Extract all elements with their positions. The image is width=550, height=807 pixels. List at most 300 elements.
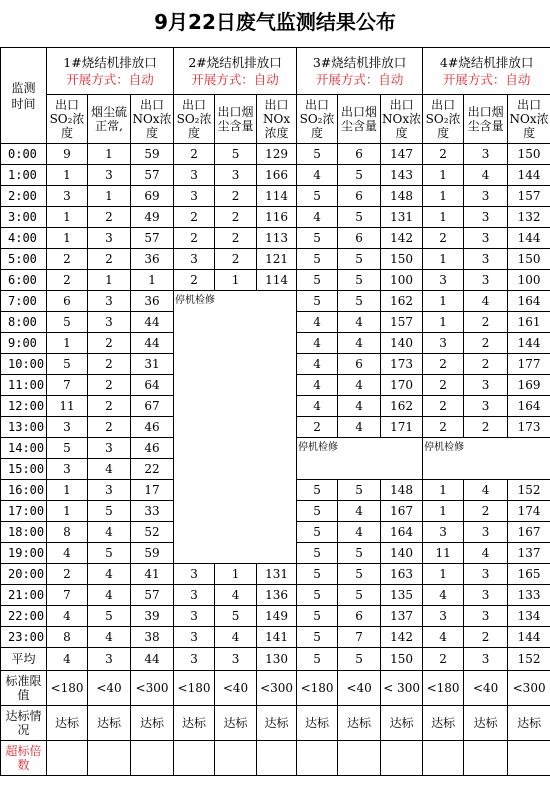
value-cell: 4: [464, 291, 508, 312]
time-cell: 17:00: [1, 501, 47, 522]
halt-cell: 停机检修: [174, 291, 297, 564]
ratio-label: 超标倍数: [1, 741, 47, 776]
value-cell: 147: [381, 144, 423, 165]
value-cell: 3: [47, 186, 88, 207]
value-cell: 5: [215, 606, 257, 627]
value-cell: 134: [508, 606, 550, 627]
table-row: [1, 564, 550, 585]
value-cell: 132: [508, 207, 550, 228]
subheader: 出口NOx浓度: [257, 95, 297, 144]
value-cell: 2: [174, 207, 215, 228]
value-cell: 113: [257, 228, 297, 249]
time-cell: 20:00: [1, 564, 47, 585]
value-cell: 150: [508, 249, 550, 270]
value-cell: 1: [215, 564, 257, 585]
value-cell: 2: [464, 312, 508, 333]
time-cell: 1:00: [1, 165, 47, 186]
value-cell: 2: [88, 375, 131, 396]
value-cell: 2: [297, 417, 338, 438]
ratio-cell: [423, 741, 464, 776]
value-cell: 4: [423, 585, 464, 606]
value-cell: 170: [381, 375, 423, 396]
value-cell: 46: [131, 417, 174, 438]
value-cell: 5: [297, 480, 338, 501]
value-cell: 6: [338, 606, 381, 627]
value-cell: 4: [215, 627, 257, 648]
value-cell: 3: [464, 522, 508, 543]
status-cell: 达标: [423, 706, 464, 741]
value-cell: 142: [381, 228, 423, 249]
status-cell: 达标: [257, 706, 297, 741]
value-cell: 143: [381, 165, 423, 186]
value-cell: 59: [131, 144, 174, 165]
average-cell: 3: [464, 648, 508, 671]
halt-cell: 停机检修: [297, 438, 423, 480]
status-cell: 达标: [88, 706, 131, 741]
value-cell: 2: [174, 228, 215, 249]
value-cell: 5: [297, 501, 338, 522]
value-cell: 57: [131, 585, 174, 606]
value-cell: 4: [88, 522, 131, 543]
value-cell: 1: [131, 270, 174, 291]
value-cell: 163: [381, 564, 423, 585]
limit-cell: <180: [423, 671, 464, 706]
status-cell: 达标: [464, 706, 508, 741]
value-cell: 3: [174, 585, 215, 606]
limit-row: [1, 671, 550, 706]
limit-cell: <180: [47, 671, 88, 706]
value-cell: 4: [297, 375, 338, 396]
value-cell: 3: [464, 249, 508, 270]
average-cell: 5: [297, 648, 338, 671]
limit-cell: <300: [257, 671, 297, 706]
group-header-1: [47, 48, 174, 95]
average-cell: 2: [423, 648, 464, 671]
value-cell: 1: [423, 165, 464, 186]
time-header: 监测时间: [1, 48, 47, 144]
value-cell: 4: [423, 627, 464, 648]
value-cell: 164: [508, 396, 550, 417]
value-cell: 5: [297, 186, 338, 207]
value-cell: 46: [131, 438, 174, 459]
value-cell: 2: [464, 417, 508, 438]
value-cell: 4: [338, 501, 381, 522]
limit-label: 标准限值: [1, 671, 47, 706]
value-cell: 2: [423, 396, 464, 417]
value-cell: 121: [257, 249, 297, 270]
value-cell: 2: [47, 564, 88, 585]
time-cell: 23:00: [1, 627, 47, 648]
average-row: [1, 648, 550, 671]
value-cell: 3: [88, 228, 131, 249]
subheader: 出口NOx浓度: [508, 95, 550, 144]
time-cell: 16:00: [1, 480, 47, 501]
value-cell: 8: [47, 627, 88, 648]
value-cell: 3: [464, 228, 508, 249]
value-cell: 2: [464, 501, 508, 522]
value-cell: 2: [423, 354, 464, 375]
value-cell: 162: [381, 396, 423, 417]
value-cell: 17: [131, 480, 174, 501]
value-cell: 3: [464, 375, 508, 396]
value-cell: 4: [464, 543, 508, 564]
value-cell: 4: [88, 564, 131, 585]
limit-cell: <40: [88, 671, 131, 706]
ratio-cell: [381, 741, 423, 776]
value-cell: 3: [174, 186, 215, 207]
value-cell: 2: [215, 207, 257, 228]
average-cell: 3: [215, 648, 257, 671]
value-cell: 5: [297, 291, 338, 312]
group-name: 1#烧结机排放口: [63, 55, 157, 70]
value-cell: 3: [423, 522, 464, 543]
value-cell: 142: [381, 627, 423, 648]
value-cell: 3: [464, 207, 508, 228]
value-cell: 5: [338, 480, 381, 501]
time-cell: 4:00: [1, 228, 47, 249]
time-cell: 11:00: [1, 375, 47, 396]
value-cell: 3: [174, 627, 215, 648]
value-cell: 140: [381, 333, 423, 354]
value-cell: 152: [508, 480, 550, 501]
value-cell: 44: [131, 312, 174, 333]
value-cell: 5: [297, 564, 338, 585]
status-cell: 达标: [131, 706, 174, 741]
average-cell: 130: [257, 648, 297, 671]
value-cell: 150: [508, 144, 550, 165]
table-row: [1, 270, 550, 291]
time-cell: 8:00: [1, 312, 47, 333]
value-cell: 11: [423, 543, 464, 564]
value-cell: 4: [215, 585, 257, 606]
value-cell: 4: [338, 522, 381, 543]
subheader: 出口NOx浓度: [381, 95, 423, 144]
limit-cell: <180: [174, 671, 215, 706]
value-cell: 1: [423, 249, 464, 270]
value-cell: 3: [464, 606, 508, 627]
time-cell: 2:00: [1, 186, 47, 207]
value-cell: 1: [423, 480, 464, 501]
value-cell: 2: [423, 375, 464, 396]
time-cell: 19:00: [1, 543, 47, 564]
value-cell: 31: [131, 354, 174, 375]
value-cell: 3: [464, 144, 508, 165]
average-cell: 150: [381, 648, 423, 671]
value-cell: 1: [423, 186, 464, 207]
value-cell: 38: [131, 627, 174, 648]
value-cell: 2: [215, 186, 257, 207]
value-cell: 5: [338, 207, 381, 228]
group-name: 4#烧结机排放口: [439, 55, 534, 70]
status-cell: 达标: [174, 706, 215, 741]
value-cell: 177: [508, 354, 550, 375]
value-cell: 36: [131, 291, 174, 312]
value-cell: 1: [47, 165, 88, 186]
value-cell: 148: [381, 186, 423, 207]
value-cell: 1: [88, 270, 131, 291]
table-row: [1, 627, 550, 648]
value-cell: 144: [508, 627, 550, 648]
value-cell: 1: [47, 207, 88, 228]
value-cell: 5: [47, 354, 88, 375]
value-cell: 5: [338, 585, 381, 606]
value-cell: 4: [464, 480, 508, 501]
value-cell: 64: [131, 375, 174, 396]
average-cell: 152: [508, 648, 550, 671]
value-cell: 137: [508, 543, 550, 564]
value-cell: 1: [47, 480, 88, 501]
value-cell: 4: [297, 354, 338, 375]
value-cell: 4: [338, 417, 381, 438]
value-cell: 5: [297, 228, 338, 249]
value-cell: 148: [381, 480, 423, 501]
value-cell: 6: [338, 144, 381, 165]
time-cell: 9:00: [1, 333, 47, 354]
value-cell: 1: [423, 312, 464, 333]
value-cell: 164: [381, 522, 423, 543]
time-cell: 14:00: [1, 438, 47, 459]
time-cell: 21:00: [1, 585, 47, 606]
value-cell: 3: [464, 186, 508, 207]
value-cell: 141: [257, 627, 297, 648]
value-cell: 3: [423, 333, 464, 354]
subheader: 出口SO₂浓度: [174, 95, 215, 144]
value-cell: 4: [297, 165, 338, 186]
value-cell: 3: [174, 564, 215, 585]
status-cell: 达标: [297, 706, 338, 741]
table-row: [1, 585, 550, 606]
limit-cell: <180: [297, 671, 338, 706]
value-cell: 4: [88, 627, 131, 648]
value-cell: 131: [381, 207, 423, 228]
average-cell: 4: [47, 648, 88, 671]
ratio-cell: [174, 741, 215, 776]
ratio-cell: [464, 741, 508, 776]
value-cell: 173: [381, 354, 423, 375]
value-cell: 3: [464, 564, 508, 585]
value-cell: 5: [47, 438, 88, 459]
value-cell: 133: [508, 585, 550, 606]
value-cell: 2: [88, 333, 131, 354]
time-cell: 7:00: [1, 291, 47, 312]
time-cell: 3:00: [1, 207, 47, 228]
average-label: 平均: [1, 648, 47, 671]
status-cell: 达标: [47, 706, 88, 741]
value-cell: 5: [338, 249, 381, 270]
value-cell: 4: [464, 165, 508, 186]
group-header-2: [174, 48, 297, 95]
value-cell: 2: [88, 396, 131, 417]
value-cell: 3: [174, 606, 215, 627]
value-cell: 6: [338, 228, 381, 249]
value-cell: 5: [47, 312, 88, 333]
value-cell: 1: [88, 186, 131, 207]
value-cell: 59: [131, 543, 174, 564]
ratio-cell: [297, 741, 338, 776]
value-cell: 3: [174, 249, 215, 270]
value-cell: 137: [381, 606, 423, 627]
value-cell: 2: [215, 228, 257, 249]
value-cell: 4: [297, 312, 338, 333]
value-cell: 3: [88, 480, 131, 501]
value-cell: 144: [508, 165, 550, 186]
value-cell: 5: [215, 144, 257, 165]
table-row: [1, 606, 550, 627]
value-cell: 5: [297, 585, 338, 606]
value-cell: 4: [88, 459, 131, 480]
value-cell: 2: [88, 249, 131, 270]
value-cell: 157: [381, 312, 423, 333]
value-cell: 144: [508, 333, 550, 354]
value-cell: 135: [381, 585, 423, 606]
value-cell: 5: [88, 606, 131, 627]
value-cell: 3: [88, 165, 131, 186]
value-cell: 3: [47, 417, 88, 438]
value-cell: 1: [215, 270, 257, 291]
value-cell: 44: [131, 333, 174, 354]
emission-table: [0, 47, 550, 776]
value-cell: 2: [174, 270, 215, 291]
value-cell: 1: [47, 333, 88, 354]
value-cell: 9: [47, 144, 88, 165]
value-cell: 167: [381, 501, 423, 522]
status-row: [1, 706, 550, 741]
time-cell: 15:00: [1, 459, 47, 480]
value-cell: 4: [88, 585, 131, 606]
ratio-cell: [508, 741, 550, 776]
value-cell: 39: [131, 606, 174, 627]
value-cell: 5: [338, 270, 381, 291]
value-cell: 49: [131, 207, 174, 228]
value-cell: 4: [338, 375, 381, 396]
ratio-row: [1, 741, 550, 776]
subheader: 出口烟尘含量: [464, 95, 508, 144]
value-cell: 100: [381, 270, 423, 291]
time-cell: 5:00: [1, 249, 47, 270]
value-cell: 2: [47, 249, 88, 270]
limit-cell: <300: [508, 671, 550, 706]
value-cell: 1: [423, 207, 464, 228]
group-name: 3#烧结机排放口: [312, 55, 407, 70]
ratio-cell: [131, 741, 174, 776]
status-cell: 达标: [338, 706, 381, 741]
subheader: 出口SO₂浓度: [297, 95, 338, 144]
value-cell: 5: [88, 543, 131, 564]
value-cell: 3: [464, 585, 508, 606]
average-cell: 5: [338, 648, 381, 671]
table-row: [1, 165, 550, 186]
status-cell: 达标: [381, 706, 423, 741]
value-cell: 114: [257, 186, 297, 207]
value-cell: 171: [381, 417, 423, 438]
ratio-cell: [338, 741, 381, 776]
table-row: [1, 144, 550, 165]
value-cell: 5: [338, 543, 381, 564]
average-cell: 3: [174, 648, 215, 671]
value-cell: 5: [297, 144, 338, 165]
value-cell: 52: [131, 522, 174, 543]
value-cell: 41: [131, 564, 174, 585]
value-cell: 162: [381, 291, 423, 312]
time-cell: 18:00: [1, 522, 47, 543]
value-cell: 140: [381, 543, 423, 564]
group-mode: 开展方式：自动: [315, 72, 404, 87]
value-cell: 2: [464, 627, 508, 648]
status-cell: 达标: [215, 706, 257, 741]
time-cell: 6:00: [1, 270, 47, 291]
subheader: 烟尘硫正常,: [88, 95, 131, 144]
status-label: 达标情况: [1, 706, 47, 741]
time-cell: 0:00: [1, 144, 47, 165]
value-cell: 1: [88, 144, 131, 165]
value-cell: 33: [131, 501, 174, 522]
ratio-cell: [257, 741, 297, 776]
value-cell: 3: [88, 291, 131, 312]
value-cell: 3: [88, 438, 131, 459]
table-row: [1, 186, 550, 207]
value-cell: 5: [297, 249, 338, 270]
value-cell: 3: [88, 312, 131, 333]
limit-cell: <40: [338, 671, 381, 706]
value-cell: 5: [297, 606, 338, 627]
value-cell: 4: [338, 396, 381, 417]
value-cell: 3: [174, 165, 215, 186]
value-cell: 5: [338, 564, 381, 585]
table-row: [1, 228, 550, 249]
value-cell: 7: [338, 627, 381, 648]
value-cell: 5: [88, 501, 131, 522]
value-cell: 136: [257, 585, 297, 606]
value-cell: 5: [338, 165, 381, 186]
group-header-3: [297, 48, 423, 95]
value-cell: 165: [508, 564, 550, 585]
value-cell: 2: [423, 144, 464, 165]
time-cell: 22:00: [1, 606, 47, 627]
value-cell: 157: [508, 186, 550, 207]
value-cell: 7: [47, 585, 88, 606]
value-cell: 2: [47, 270, 88, 291]
halt-cell: 停机检修: [423, 438, 550, 480]
value-cell: 5: [297, 270, 338, 291]
group-name: 2#烧结机排放口: [188, 55, 282, 70]
time-cell: 12:00: [1, 396, 47, 417]
limit-cell: <300: [131, 671, 174, 706]
value-cell: 100: [508, 270, 550, 291]
value-cell: 2: [423, 417, 464, 438]
limit-cell: <40: [464, 671, 508, 706]
time-cell: 13:00: [1, 417, 47, 438]
value-cell: 4: [338, 312, 381, 333]
group-header-4: [423, 48, 550, 95]
value-cell: 5: [297, 627, 338, 648]
value-cell: 1: [47, 228, 88, 249]
value-cell: 167: [508, 522, 550, 543]
value-cell: 2: [88, 354, 131, 375]
page-title: 9月22日废气监测结果公布: [154, 10, 396, 34]
time-cell: 10:00: [1, 354, 47, 375]
value-cell: 4: [47, 543, 88, 564]
value-cell: 5: [297, 543, 338, 564]
subheader: 出口NOx浓度: [131, 95, 174, 144]
table-row: [1, 249, 550, 270]
value-cell: 8: [47, 522, 88, 543]
value-cell: 3: [423, 270, 464, 291]
value-cell: 166: [257, 165, 297, 186]
value-cell: 3: [215, 165, 257, 186]
table-row: [1, 207, 550, 228]
value-cell: 6: [338, 354, 381, 375]
value-cell: 11: [47, 396, 88, 417]
